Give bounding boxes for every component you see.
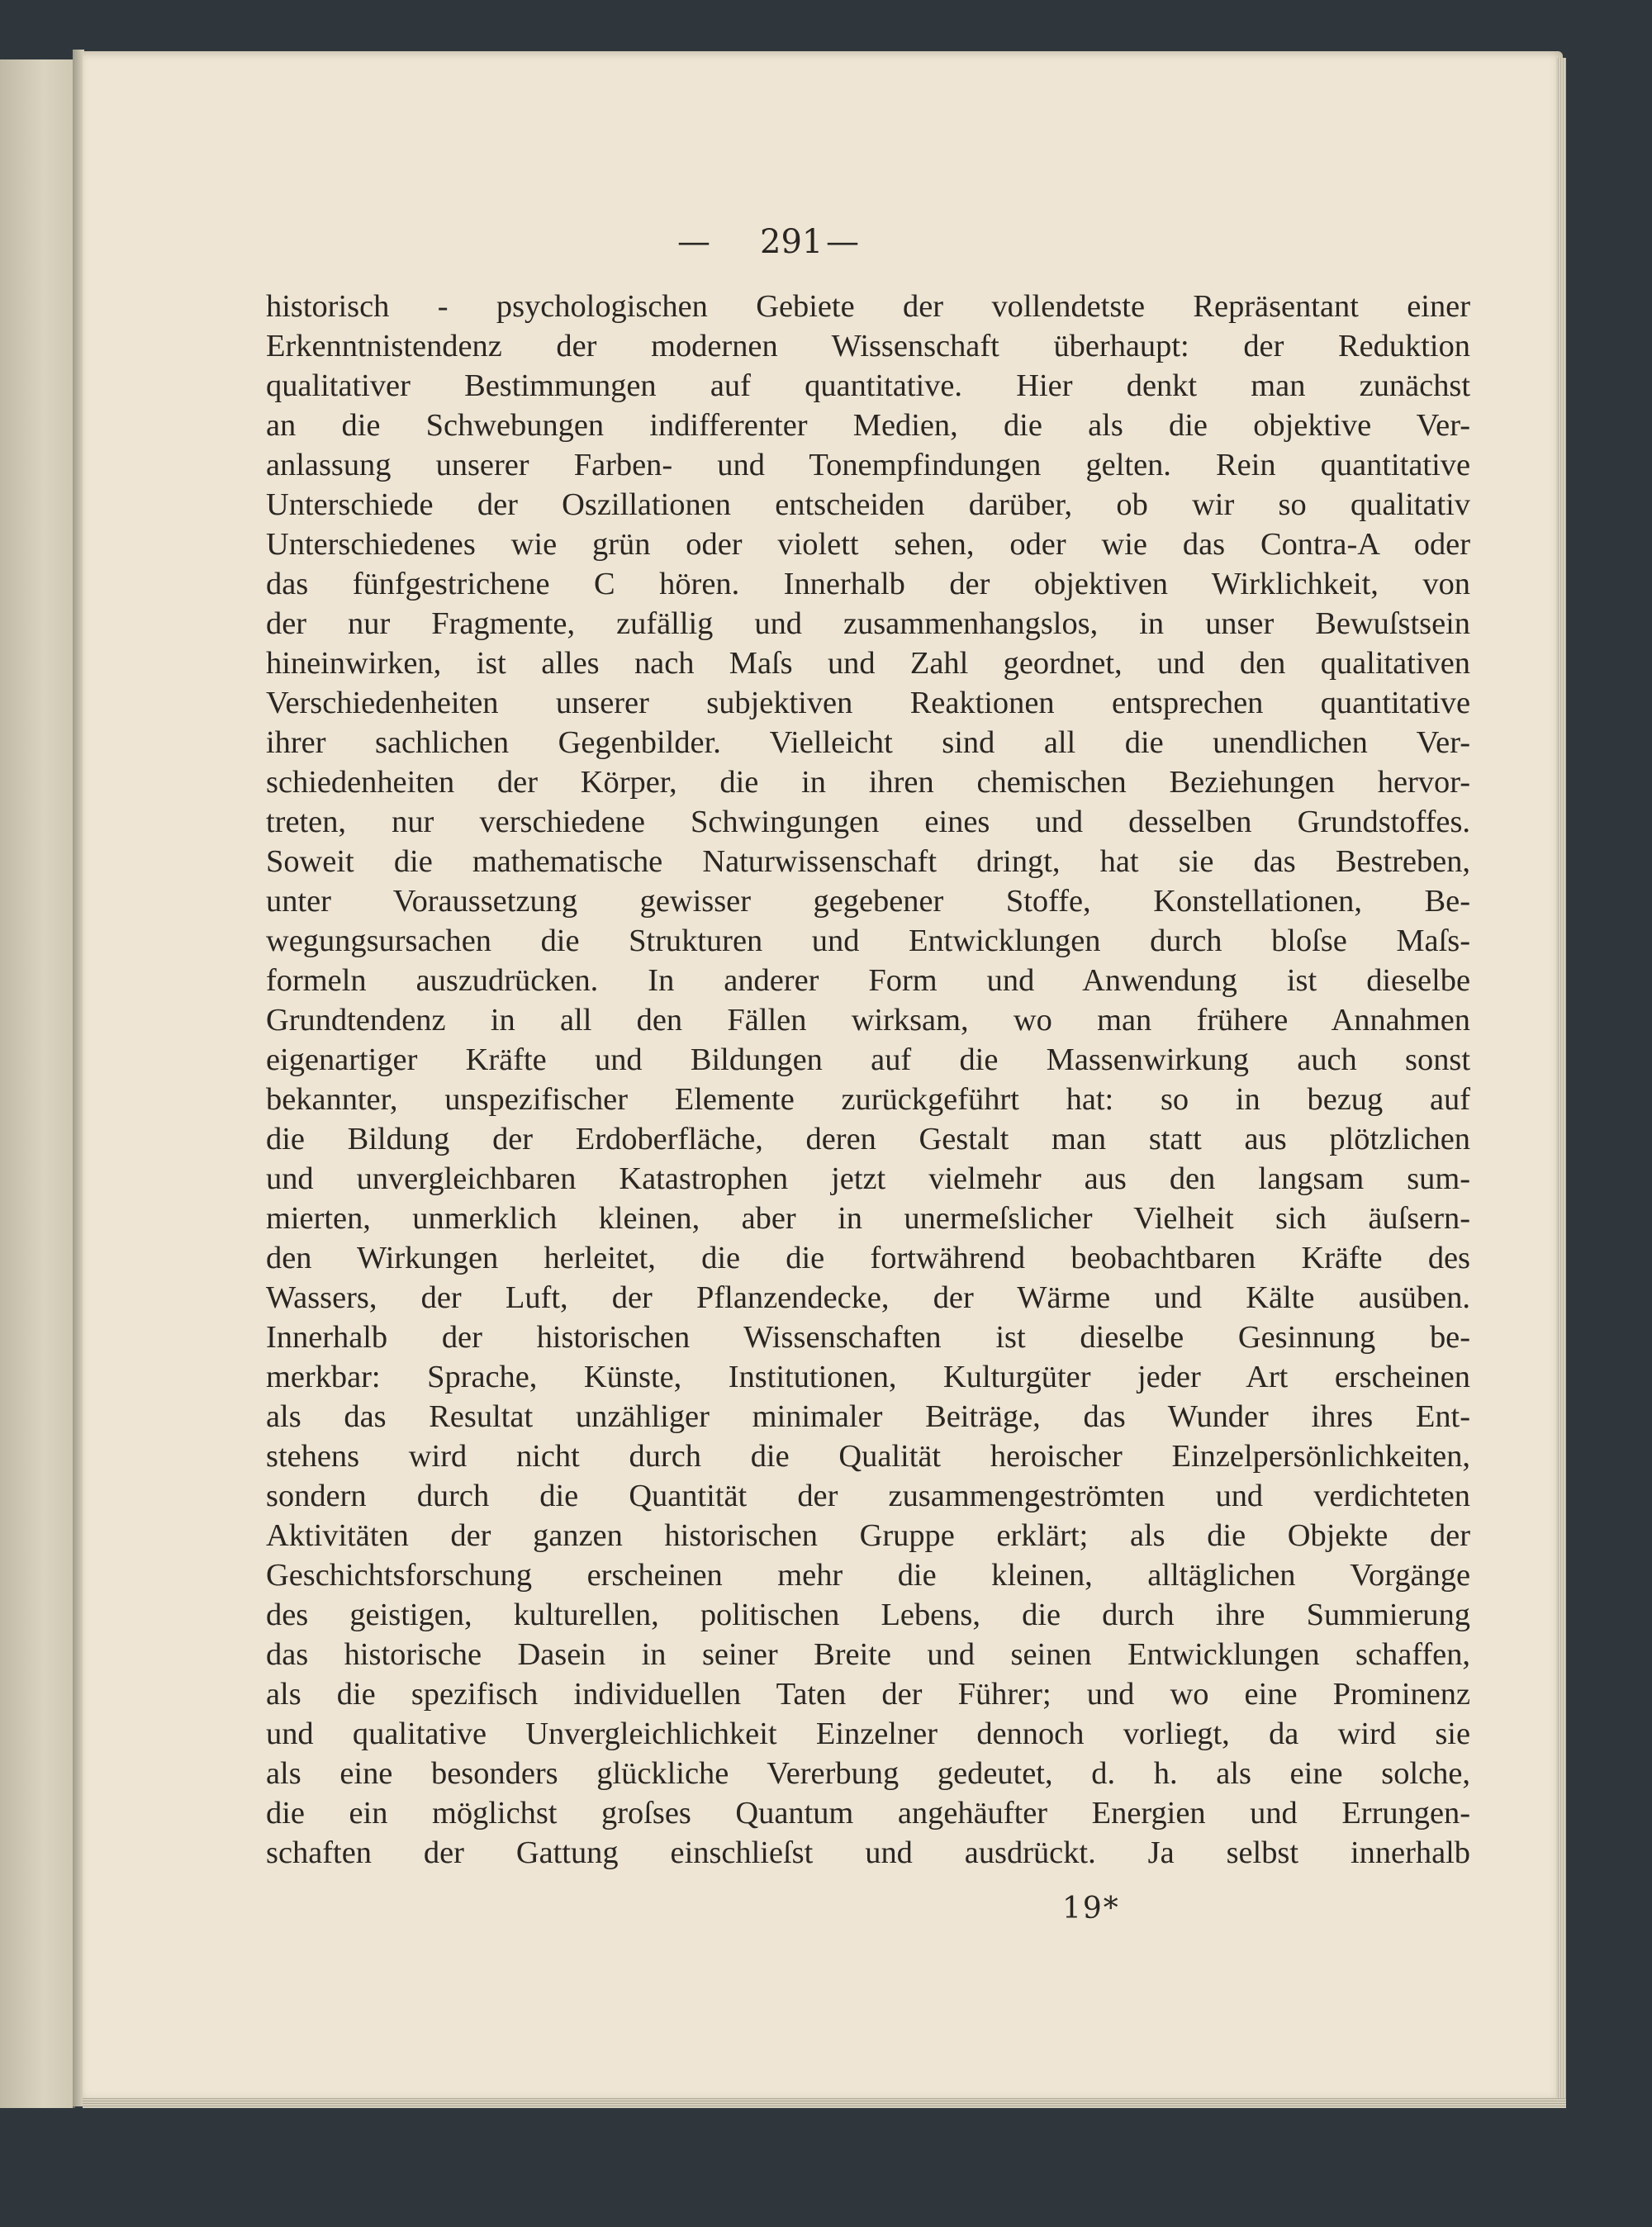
text-line: wegungsursachen die Strukturen und Entwicklungen durch bloſse Maſs- (266, 922, 1470, 958)
text-line: Verschiedenheiten unserer subjektiven Reaktionen entsprechen quantitative (266, 684, 1470, 720)
body-text (266, 286, 1470, 1872)
text-line: der nur Fragmente, zufällig und zusammenhangslos, in unser Bewuſstsein (266, 605, 1470, 641)
text-line: Aktivitäten der ganzen historischen Gruppe erklärt; als die Objekte der (266, 1517, 1470, 1553)
text-line: ihrer sachlichen Gegenbilder. Vielleicht sind all die unendlichen Ver- (266, 724, 1470, 760)
text-line: an die Schwebungen indifferenter Medien, die als die objektive Ver- (266, 406, 1470, 443)
header-dash-right: — (826, 223, 859, 261)
text-line: Grundtendenz in all den Fällen wirksam, wo man frühere Annahmen (266, 1001, 1470, 1038)
text-line: qualitativer Bestimmungen auf quantitative. Hier denkt man zunächst (266, 367, 1470, 403)
page-number: 291 (760, 223, 824, 261)
text-line: schiedenheiten der Körper, die in ihren chemischen Beziehungen hervor- (266, 763, 1470, 800)
text-line: bekannter, unspezifischer Elemente zurückgeführt hat: so in bezug auf (266, 1080, 1470, 1117)
signature-mark: 19* (1062, 1892, 1120, 1925)
header-dash-left: — (677, 223, 710, 261)
text-line: das historische Dasein in seiner Breite und seinen Entwicklungen schaffen, (266, 1636, 1470, 1672)
text-line: und unvergleichbaren Katastrophen jetzt vielmehr aus den langsam sum- (266, 1160, 1470, 1196)
page-header (0, 223, 1652, 273)
text-line: schaften der Gattung einschlieſst und ausdrückt. Ja selbst innerhalb (266, 1834, 1470, 1870)
text-line: die ein möglichst groſses Quantum angehäufter Energien und Errungen- (266, 1794, 1470, 1831)
text-line: den Wirkungen herleitet, die die fortwährend beobachtbaren Kräfte des (266, 1239, 1470, 1275)
text-line: als eine besonders glückliche Vererbung gedeutet, d. h. als eine solche, (266, 1755, 1470, 1791)
text-line: formeln auszudrücken. In anderer Form und Anwendung ist dieselbe (266, 962, 1470, 998)
text-line: historisch - psychologischen Gebiete der vollendetste Repräsentant einer (266, 287, 1470, 324)
text-line: hineinwirken, ist alles nach Maſs und Zahl geordnet, und den qualitativen (266, 644, 1470, 681)
text-line: anlassung unserer Farben- und Tonempfindungen gelten. Rein quantitative (266, 446, 1470, 482)
text-line: das fünfgestrichene C hören. Innerhalb der objektiven Wirklichkeit, von (266, 565, 1470, 601)
text-line: die Bildung der Erdoberfläche, deren Gestalt man statt aus plötzlichen (266, 1120, 1470, 1156)
text-line: mierten, unmerklich kleinen, aber in unermeſslicher Vielheit sich äuſsern- (266, 1199, 1470, 1236)
text-line: sondern durch die Quantität der zusammengeströmten und verdichteten (266, 1477, 1470, 1513)
left-page-edge (0, 59, 75, 2108)
text-line: treten, nur verschiedene Schwingungen eines und desselben Grundstoffes. (266, 803, 1470, 839)
text-line: stehens wird nicht durch die Qualität heroischer Einzelpersönlichkeiten, (266, 1437, 1470, 1474)
text-line: als das Resultat unzähliger minimaler Beiträge, das Wunder ihres Ent- (266, 1398, 1470, 1434)
text-line: merkbar: Sprache, Künste, Institutionen, Kulturgüter jeder Art erscheinen (266, 1358, 1470, 1394)
text-line: Soweit die mathematische Naturwissenschaft dringt, hat sie das Bestreben, (266, 843, 1470, 879)
text-line: Unterschiede der Oszillationen entscheiden darüber, ob wir so qualitativ (266, 486, 1470, 522)
text-line: und qualitative Unvergleichlichkeit Einzelner dennoch vorliegt, da wird sie (266, 1715, 1470, 1751)
text-line: Innerhalb der historischen Wissenschaften ist dieselbe Gesinnung be- (266, 1318, 1470, 1355)
text-line: des geistigen, kulturellen, politischen Lebens, die durch ihre Summierung (266, 1596, 1470, 1632)
page-stack-edge (1556, 58, 1566, 2098)
text-line: als die spezifisch individuellen Taten der Führer; und wo eine Prominenz (266, 1675, 1470, 1712)
text-line: unter Voraussetzung gewisser gegebener Stoffe, Konstellationen, Be- (266, 882, 1470, 919)
text-line: Wassers, der Luft, der Pflanzendecke, der Wärme und Kälte ausüben. (266, 1279, 1470, 1315)
text-line: Unterschiedenes wie grün oder violett sehen, oder wie das Contra-A oder (266, 525, 1470, 562)
page-bottom-edge (83, 2098, 1566, 2108)
text-line: Geschichtsforschung erscheinen mehr die kleinen, alltäglichen Vorgänge (266, 1556, 1470, 1593)
text-line: eigenartiger Kräfte und Bildungen auf die Massenwirkung auch sonst (266, 1041, 1470, 1077)
text-line: Erkenntnistendenz der modernen Wissenschaft überhaupt: der Reduktion (266, 327, 1470, 363)
